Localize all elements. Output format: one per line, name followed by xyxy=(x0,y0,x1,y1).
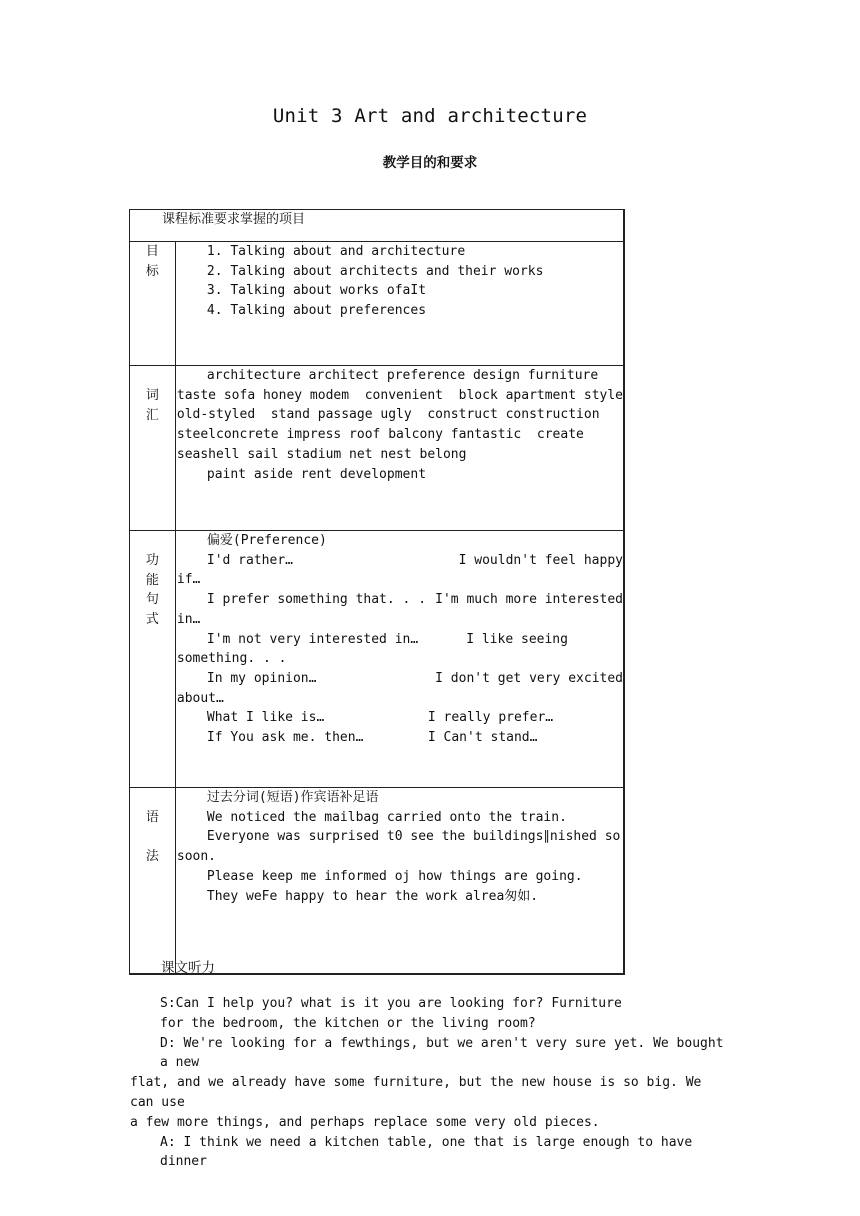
functions-content xyxy=(175,531,624,788)
grammar-example: Please keep me informed oj how things are going. xyxy=(206,868,583,884)
grammar-example: soon. xyxy=(176,849,217,865)
function-line: something. . . xyxy=(176,651,287,667)
table-row-grammar xyxy=(130,788,625,975)
grammar-example: We noticed the mailbag carried onto the train. xyxy=(206,809,567,825)
function-line: I'm not very interested in… I like seeing xyxy=(206,631,568,647)
goal-item: 1. Talking about and architecture xyxy=(206,244,466,259)
table-header-cell: 课程标准要求掌握的项目 xyxy=(130,210,625,242)
vocabulary-line: paint aside rent development xyxy=(206,466,427,482)
passage-line: for the bedroom, the kitchen or the living room? xyxy=(160,1015,536,1031)
grammar-example: They weFe happy to hear the work alrea匆如. xyxy=(206,888,539,904)
table-row-vocabulary xyxy=(130,366,625,531)
listening-passage xyxy=(130,994,732,1172)
goals-content xyxy=(175,242,624,366)
function-line: about… xyxy=(176,690,224,706)
vocabulary-content xyxy=(175,366,624,531)
grammar-label: 语 法 xyxy=(130,788,176,975)
vocabulary-label: 词 汇 xyxy=(130,366,176,531)
goal-item: 3. Talking about works ofaIt xyxy=(206,283,427,299)
function-line: in… xyxy=(176,611,201,627)
function-line: What I like is… I really prefer… xyxy=(206,710,554,726)
grammar-example: Everyone was surprised t0 see the buildings∥nished so xyxy=(206,829,621,845)
passage-line: S:Can I help you? what is it you are looking for? Furniture xyxy=(160,996,622,1011)
grammar-heading: 过去分词(短语)作宾语补足语 xyxy=(206,790,379,805)
table-header-row xyxy=(130,210,625,242)
function-line: If You ask me. then… I Can't stand… xyxy=(206,730,538,746)
passage-line: flat, and we already have some furniture, but the new house is so big. We can use xyxy=(130,1075,702,1110)
vocabulary-line: taste sofa honey modem convenient block apartment style xyxy=(176,387,623,403)
listening-heading: 课文听力 xyxy=(161,960,215,976)
table-row-functions xyxy=(130,531,625,788)
function-line: In my opinion… I don't get very excited xyxy=(206,670,623,686)
passage-line: A: I think we need a kitchen table, one that is large enough to have dinner xyxy=(160,1134,693,1170)
goals-label: 目 标 xyxy=(130,242,176,366)
table-row-goals xyxy=(130,242,625,366)
vocabulary-line: seashell sail stadium net nest belong xyxy=(176,446,467,462)
passage-line: D: We're looking for a fewthings, but we aren't very sure yet. We bought a new xyxy=(160,1035,724,1071)
goal-item: 2. Talking about architects and their works xyxy=(206,263,544,279)
objectives-table xyxy=(129,209,625,975)
vocabulary-line: steelconcrete impress roof balcony fantastic create xyxy=(176,427,584,443)
function-line: I'd rather… I wouldn't feel happy xyxy=(206,552,623,568)
functions-label: 功 能 句 式 xyxy=(130,531,176,788)
vocabulary-line: architecture architect preference design furniture xyxy=(206,368,599,383)
function-line: I prefer something that. . . I'm much more interested xyxy=(206,592,623,608)
goal-item: 4. Talking about preferences xyxy=(206,303,427,319)
passage-line: a few more things, and perhaps replace some very old pieces. xyxy=(130,1114,600,1130)
function-line: if… xyxy=(176,572,201,588)
document-title: Unit 3 Art and architecture xyxy=(272,105,588,127)
vocabulary-line: old-styled stand passage ugly construct construction xyxy=(176,407,600,423)
grammar-content xyxy=(175,788,624,975)
function-heading: 偏爱(Preference) xyxy=(206,533,327,548)
document-subtitle: 教学目的和要求 xyxy=(382,155,478,171)
